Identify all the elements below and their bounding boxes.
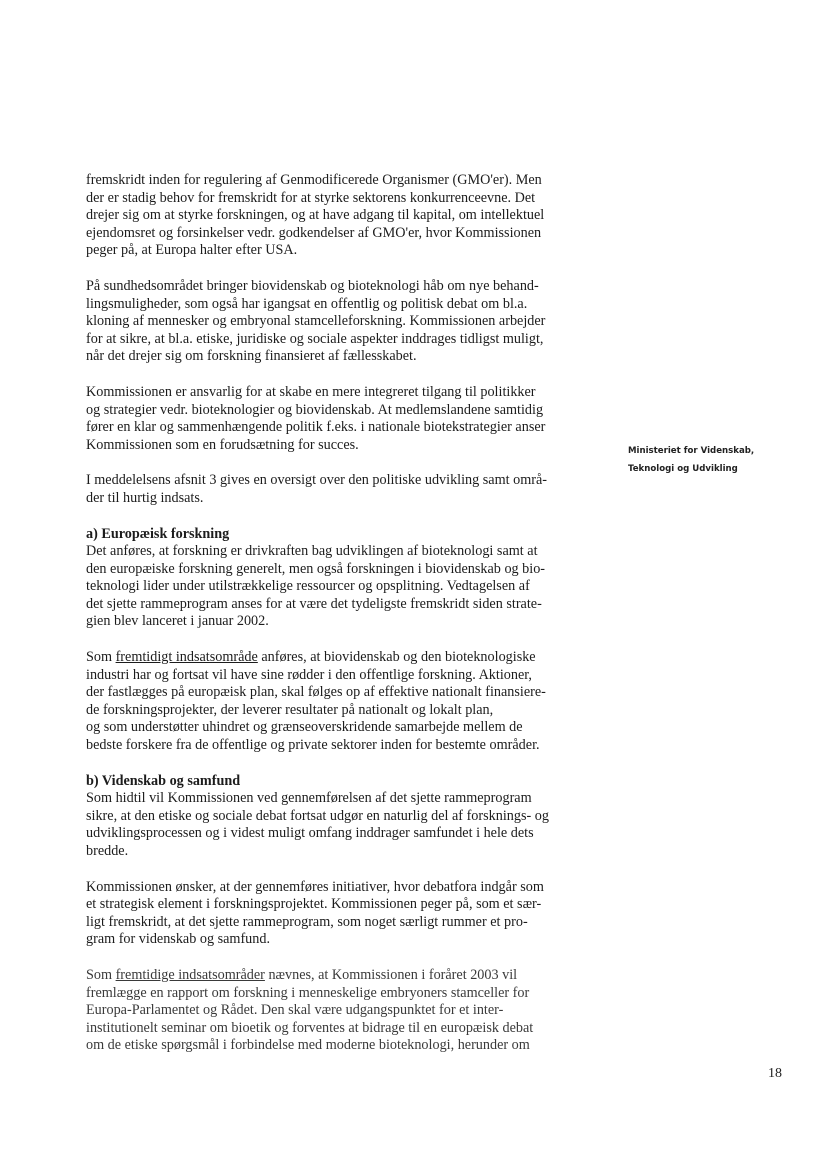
text-line: ejendomsret og forsinkelser vedr. godkendelser af GMO'er, hvor Kommissionen [86,224,542,241]
underlined-term: fremtidige indsatsområder [115,966,265,983]
section-b-paragraph-3 [86,967,596,1055]
text-fragment: anføres, at biovidenskab og den bioteknologiske [257,649,536,666]
text-line: industri har og fortsat vil have sine rødder i den offentlige forskning. Aktioner, [86,666,532,683]
text-line: om de etiske spørgsmål i forbindelse med moderne bioteknologi, herunder om [86,1037,530,1054]
text-line: fører en klar og sammenhængende politik f.eks. i nationale biotekstrategier anser [86,419,546,436]
text-fragment: Som [86,966,116,983]
paragraph-gmo [86,172,596,260]
text-line: den europæiske forskning generelt, men også forskningen i biovidenskab og bio- [86,560,546,577]
paragraph-overview [86,472,596,507]
text-line [86,967,596,985]
text-line: et strategisk element i forskningsprojektet. Kommissionen peger på, som et sær- [86,896,542,913]
text-line: og som understøtter uhindret og grænseoverskridende samarbejde mellem de [86,719,523,736]
text-line: Europa-Parlamentet og Rådet. Den skal være udgangspunktet for et inter- [86,1002,504,1019]
text-fragment: Som [86,649,116,666]
text-line: de forskningsprojekter, der leverer resultater på nationalt og lokalt plan, [86,701,494,718]
body-text [86,172,596,1073]
sidebar-line: Teknologi og Udvikling [628,463,738,474]
text-line: I meddelelsens afsnit 3 gives en oversigt over den politiske udvikling samt områ- [86,472,547,489]
text-line: bredde. [86,843,129,859]
text-line: kloning af mennesker og embryonal stamcelleforskning. Kommissionen arbejder [86,313,546,330]
text-line: udviklingsprocessen og i videst muligt omfang inddrager samfundet i hele dets [86,825,534,842]
text-line: for at sikre, at bl.a. etiske, juridiske og sociale aspekter inddrages tidligst muligt, [86,330,544,347]
text-line: ligt fremskridt, at det sjette rammeprogram, som noget særligt rummer et pro- [86,913,528,930]
text-line: der er stadig behov for fremskridt for at styrke sektorens konkurrenceevne. Det [86,189,536,206]
text-line: drejer sig om at styrke forskningen, og at have adgang til kapital, om intellektuel [86,207,545,224]
text-line: fremlægge en rapport om forskning i menneskelige embryoners stamceller for [86,984,530,1001]
text-line: sikre, at den etiske og sociale debat fortsat udgør en naturlig del af forsknings- og [86,807,549,824]
text-line: Det anføres, at forskning er drivkraften bag udviklingen af bioteknologi samt at [86,543,538,560]
text-line [86,649,596,667]
section-a-heading: a) Europæisk forskning [86,525,230,542]
text-line: der til hurtig indsats. [86,489,204,506]
text-line: teknologi lider under utilstrækkelige ressourcer og opsplitning. Vedtagelsen af [86,578,530,595]
paragraph-commission [86,384,596,454]
section-b-paragraph-1 [86,773,596,861]
paragraph-health [86,278,596,366]
text-line: når det drejer sig om forskning finansieret af fællesskabet. [86,348,417,365]
text-line: det sjette rammeprogram anses for at være det tydeligste fremskridt siden strate- [86,595,542,612]
page-number: 18 [768,1066,782,1081]
text-line: gram for videnskab og samfund. [86,931,271,948]
text-line: gien blev lanceret i januar 2002. [86,613,269,630]
text-line: bedste forskere fra de offentlige og private sektorer inden for bestemte områder. [86,737,540,754]
section-a-paragraph-1 [86,526,596,632]
section-b-paragraph-2 [86,879,596,949]
text-line: fremskridt inden for regulering af Genmodificerede Organismer (GMO'er). Men [86,172,542,188]
section-a-paragraph-2 [86,649,596,755]
text-line: der fastlægges på europæisk plan, skal følges op af effektive nationalt finansiere- [86,684,546,701]
text-line: Kommissionen som en forudsætning for succes. [86,436,359,453]
text-line: lingsmuligheder, som også har igangsat en offentlig og politisk debat om bl.a. [86,295,528,312]
text-line: og strategier vedr. bioteknologier og biovidenskab. At medlemslandene samtidig [86,401,544,418]
text-fragment: nævnes, at Kommissionen i foråret 2003 vil [264,966,518,983]
text-line: institutionelt seminar om bioetik og forventes at bidrage til en europæisk debat [86,1019,534,1036]
text-line: Kommissionen ønsker, at der gennemføres initiativer, hvor debatfora indgår som [86,878,544,895]
text-line: peger på, at Europa halter efter USA. [86,242,298,259]
section-b-heading: b) Videnskab og samfund [86,772,241,789]
text-line: Som hidtil vil Kommissionen ved gennemførelsen af det sjette rammeprogram [86,790,532,807]
text-line: Kommissionen er ansvarlig for at skabe en mere integreret tilgang til politikker [86,383,536,400]
underlined-term: fremtidigt indsatsområde [115,649,258,666]
sidebar-line: Ministeriet for Videnskab, [628,446,755,456]
ministry-sidebar-label [628,443,808,478]
text-line: På sundhedsområdet bringer biovidenskab og bioteknologi håb om nye behand- [86,277,539,294]
